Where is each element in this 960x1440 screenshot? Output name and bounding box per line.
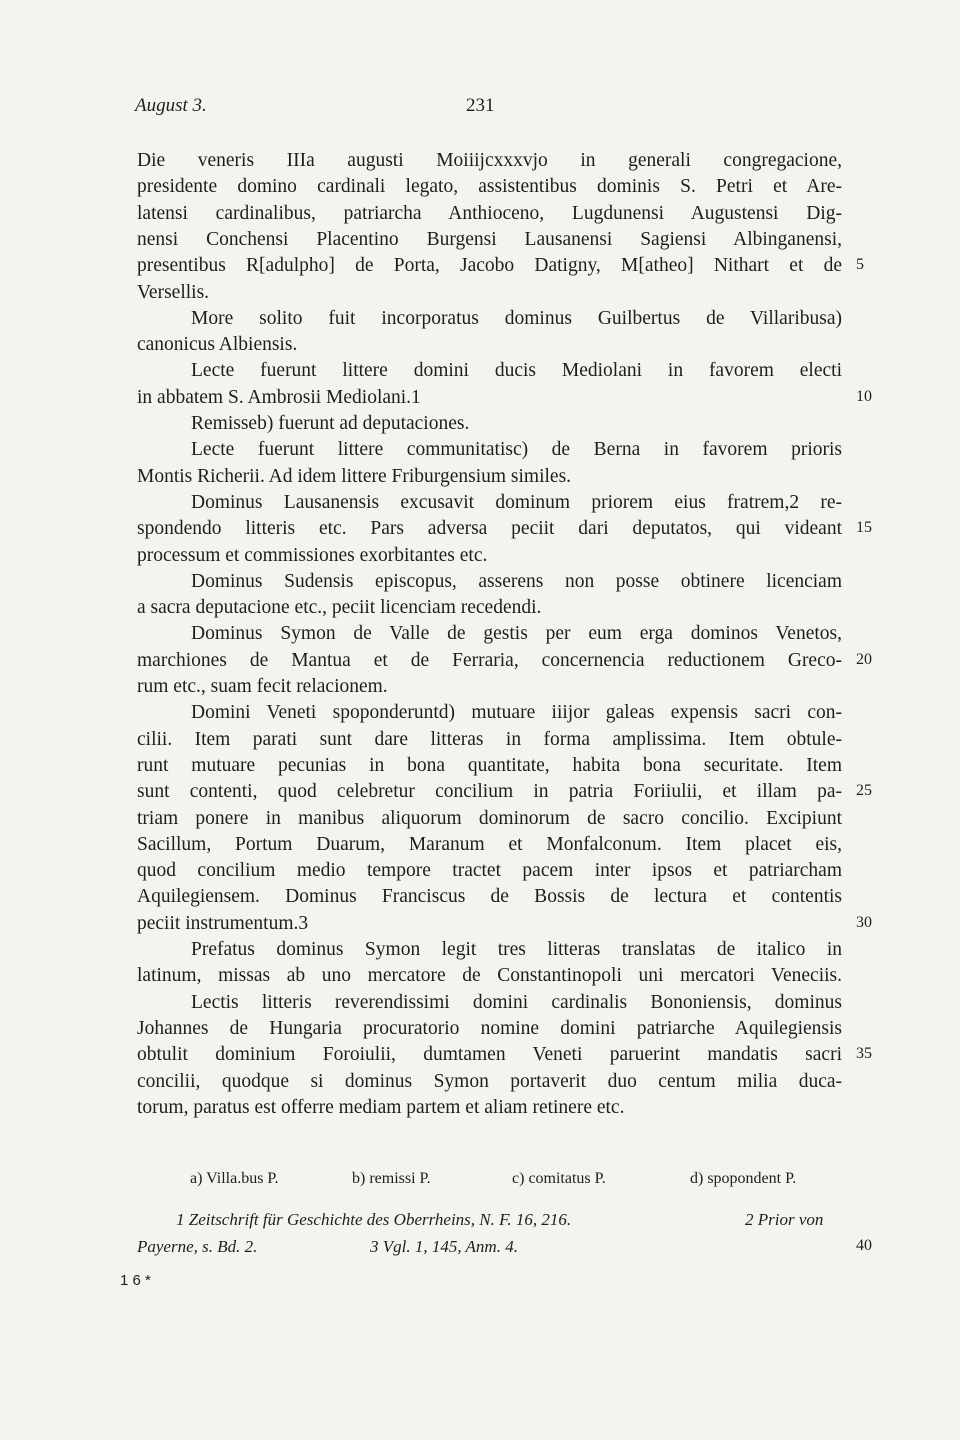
- text-line: Lecte fuerunt littere domini ducis Mediolani in favorem electi: [191, 360, 842, 382]
- text-line: latinum, missas ab uno mercatore de Constantinopoli uni mercatori Veneciis.: [137, 965, 842, 987]
- text-line: spondendo litteris etc. Pars adversa peciit dari deputatos, qui videant: [137, 518, 842, 540]
- text-line: Prefatus dominus Symon legit tres litteras translatas de italico in: [191, 939, 842, 960]
- text-line: Dominus Lausanensis excusavit dominum priorem eius fratrem,2 re-: [191, 491, 842, 513]
- text-line: runt mutuare pecunias in bona quantitate, habita bona securitate. Item: [137, 754, 842, 776]
- footnote-3: 3 Vgl. 1, 145, Anm. 4.: [370, 1237, 518, 1256]
- text-line: peciit instrumentum.3: [137, 912, 309, 934]
- footnote-1: 1 Zeitschrift für Geschichte des Oberrheins, N. F. 16, 216.: [176, 1210, 572, 1229]
- text-line: Montis Richerii. Ad idem littere Friburgensium similes.: [137, 465, 572, 487]
- text-line: marchiones de Mantua et de Ferraria, concernencia reductionem Greco-: [137, 649, 842, 671]
- text-line: processum et commissiones exorbitantes etc.: [137, 544, 488, 566]
- text-line: Remisseb) fuerunt ad deputaciones.: [191, 413, 470, 434]
- footnote-2-start: 2 Prior von: [745, 1210, 824, 1229]
- text-line: presentibus R[adulpho] de Porta, Jacobo Datigny, M[atheo] Nithart et de: [137, 255, 842, 277]
- textual-note-a: a) Villa.bus P.: [190, 1170, 279, 1187]
- running-title: August 3.: [135, 95, 207, 116]
- text-line: torum, paratus est offerre mediam partem et aliam retinere etc.: [137, 1096, 625, 1118]
- text-line: Versellis.: [137, 281, 210, 303]
- text-line: triam ponere in manibus aliquorum dominorum de sacro concilio. Excipiunt: [137, 807, 842, 829]
- text-line: Domini Veneti spoponderuntd) mutuare iiijor galeas expensis sacri con-: [191, 702, 842, 724]
- textual-note-c: c) comitatus P.: [512, 1170, 606, 1187]
- line-number: 5: [856, 256, 864, 274]
- signature-mark: 1 6 *: [120, 1272, 151, 1289]
- line-number: 40: [856, 1237, 872, 1254]
- text-line: Sacillum, Portum Duarum, Maranum et Monfalconum. Item placet eis,: [137, 833, 842, 855]
- page-number: 231: [466, 95, 495, 116]
- line-number: 30: [856, 913, 872, 931]
- textual-note-b: b) remissi P.: [352, 1170, 431, 1187]
- text-line: nensi Conchensi Placentino Burgensi Lausanensi Sagiensi Albinganensi,: [137, 228, 842, 250]
- text-line: quod concilium medio tempore tractet pacem inter ipsos et patriarcham: [137, 860, 842, 882]
- text-line: a sacra deputacione etc., peciit licenciam recedendi.: [137, 597, 542, 619]
- text-line: in abbatem S. Ambrosii Mediolani.1: [137, 386, 421, 408]
- text-line: Die veneris IIIa augusti Moiiijcxxxvjo in generali congregacione,: [137, 150, 842, 171]
- text-line: Dominus Symon de Valle de gestis per eum erga dominos Venetos,: [191, 623, 842, 645]
- text-line: Lecte fuerunt littere communitatisc) de Berna in favorem prioris: [191, 439, 842, 461]
- text-line: Lectis litteris reverendissimi domini cardinalis Bononiensis, dominus: [191, 991, 842, 1013]
- line-number: 20: [856, 650, 872, 668]
- text-line: rum etc., suam fecit relacionem.: [137, 676, 388, 697]
- text-line: concilii, quodque si dominus Symon portaverit duo centum milia duca-: [137, 1070, 842, 1092]
- line-number: 10: [856, 387, 872, 405]
- textual-note-d: d) spopondent P.: [690, 1170, 797, 1187]
- text-line: latensi cardinalibus, patriarcha Anthioceno, Lugdunensi Augustensi Dig-: [137, 202, 842, 224]
- footnote-2-end: Payerne, s. Bd. 2.: [137, 1237, 258, 1256]
- line-number: 15: [856, 519, 872, 537]
- text-line: presidente domino cardinali legato, assistentibus dominis S. Petri et Are-: [137, 176, 842, 198]
- text-line: sunt contenti, quod celebretur concilium in patria Foriiulii, et illam pa-: [137, 781, 842, 803]
- text-line: obtulit dominium Foroiulii, dumtamen Veneti paruerint mandatis sacri: [137, 1044, 842, 1066]
- text-line: More solito fuit incorporatus dominus Guilbertus de Villaribusa): [191, 307, 842, 329]
- text-line: canonicus Albiensis.: [137, 334, 298, 356]
- text-line: cilii. Item parati sunt dare litteras in forma amplissima. Item obtule-: [137, 728, 842, 750]
- line-number: 25: [856, 782, 872, 800]
- text-line: Aquilegiensem. Dominus Franciscus de Bossis de lectura et contentis: [137, 886, 842, 908]
- line-number: 35: [856, 1045, 872, 1063]
- text-line: Dominus Sudensis episcopus, asserens non posse obtinere licenciam: [191, 570, 842, 592]
- text-line: Johannes de Hungaria procuratorio nomine domini patriarche Aquilegiensis: [137, 1017, 842, 1039]
